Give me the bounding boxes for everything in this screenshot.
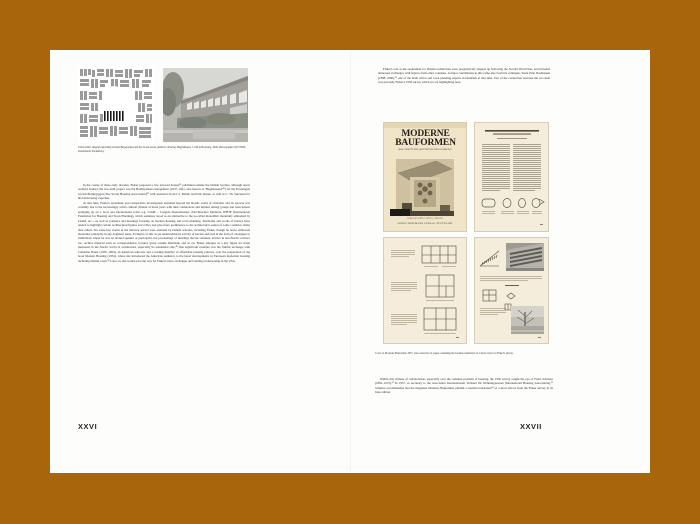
page-folio-right: XXVII (520, 422, 542, 431)
left-page (50, 50, 350, 473)
magazine-spread-page-2 (383, 237, 467, 344)
magazine-spread-page-3 (474, 237, 549, 344)
cover-title-line-1: MODERNE (401, 129, 450, 139)
right-page (350, 50, 650, 473)
cover-subtitle: MONATSHEFTE FÜR ARCHITEKTUR UND RAUMKUNST (398, 149, 452, 151)
left-figure-caption: Urban fabric diagram depicting in black Bispeparken and the facade series (Author's drawing, Hegnshusene 1–184 in Bronshoj, 2000. Photographer: KUVNDS, Kobenhavns Stadsarkiv). (78, 146, 247, 153)
magazine-spread-page-1 (474, 122, 549, 232)
cover-black-bar (390, 209, 410, 216)
paragraph: Fisker's role as the spokesman for Danish architecture were progressively stepped up following the Second World War, and included numerous exchanges with figures from other countries. A major contribution in this came also from his colleague, Steen Eiler Rasmussen (1898–1990),⁵⁰ one of the main critics and town planning experts in Denmark at that time. Part of the connection between the two men was precisely Fisker's 1936 survey which we are highlighting here. (378, 67, 550, 85)
book-spread (50, 50, 650, 473)
cover-publisher: JULIUS HOFFMANN VERLAG STUTTGART (397, 222, 453, 225)
page-folio-left: XXVI (78, 422, 98, 431)
terraced-housing-photograph (163, 68, 248, 142)
cover-title-line-2: BAUFORMEN (395, 138, 456, 148)
cover-illustration (396, 159, 454, 216)
right-page-body-top (378, 67, 550, 85)
paragraph: At that time, Fisker's systematic and comparative investigation extended beyond the Nordic world of criticism, and its success was certainly due to the increasingly active cultural climate of those years with their conferences and debates among groups and associations springing up on a local and international scale: e.g. CIAM – Congrès Internationaux d'Architecture Moderne, IFHTP (International Federation for Housing and Town Planning), which somehow stood as an alternative to the so-called monolithic modernity embodied by CIAM, etc.—as well as journeys and meetings focusing on modern housing and town planning. Textbooks and works of history have tended to highlight certain architectural figures and critics and give more prominence to the architectural output of some countries rather than others, but some key events in the interwar period were attended by Danish scholars, including Fisker, though he never embraced modernist principles in any dogmatic sense. Evidence of this as yet underestimated activity of his has surfaced in the form of catalogues to exhibitions where he was an invited speaker or participant, the proceedings of meetings that he attended, articles in non-Nordic reviews too, archive material such as correspondence, lectures given outside Denmark, and so on. Fisker emerges as a key figure for those interested in the Nordic world of architecture, especially its residential side.⁴⁸ One significant example was the fruitful exchange with Catherine Bauer (1905–1964), an American educator and a leading member of affordable housing policies, over the preparation of the book Modern Housing (1934), where she introduced the American audience to the latest developments in European modernist housing including Danish cases.⁴⁹ Later on, she would pave the way for Fisker's trips, exchanges and visiting professorship in the USA. (78, 200, 250, 263)
left-page-body (78, 183, 250, 263)
paragraph: Within this climate of collaboration, especially over the common problem of housing, the 1936 survey caught the eye of Franz Schuster (1892–1972).⁵¹ In 1937, as secretary to the association Internationaler Verband für Wohnungswesen (International Housing Association),⁵² Schuster recommended that the magazine Moderne Bauformen publish a German translation⁵³ of a short extract from the Fisker survey in its June edition. (375, 377, 553, 395)
right-figure-caption: Cover of Moderne Bauformen 1937, and a selection of pages containing the German translation of a short extract of Fisker's survey. (375, 352, 514, 355)
cover-issue-marks (388, 154, 462, 156)
magazine-figure-group (375, 122, 555, 348)
urban-figure-ground-diagram (78, 67, 154, 142)
paragraph: In the course of these early decades, Fisker proposed a few terraced houses⁴⁵ published outside the Danish borders, although never realised. Indeed, the low-built project was the Bomisparken arrangement (1937–1941, also known as 'Hegnshusene'⁴⁶) for the Foreningen Socialt Boligbyggeri (The Social Housing Association)⁴⁷ with assistance from C.I. Møller and Erik Jensen, as well as C. Th. Sørensen for his landscaping expertise. (78, 183, 250, 201)
moderne-bauformen-cover (383, 122, 467, 232)
right-page-body-bottom (375, 377, 553, 395)
left-page-figures (78, 67, 248, 142)
cover-top-band (384, 123, 466, 128)
cover-issue-line: JAHRGANG XXXVI · HEFT 6 · JUNI 1937 (406, 218, 444, 220)
